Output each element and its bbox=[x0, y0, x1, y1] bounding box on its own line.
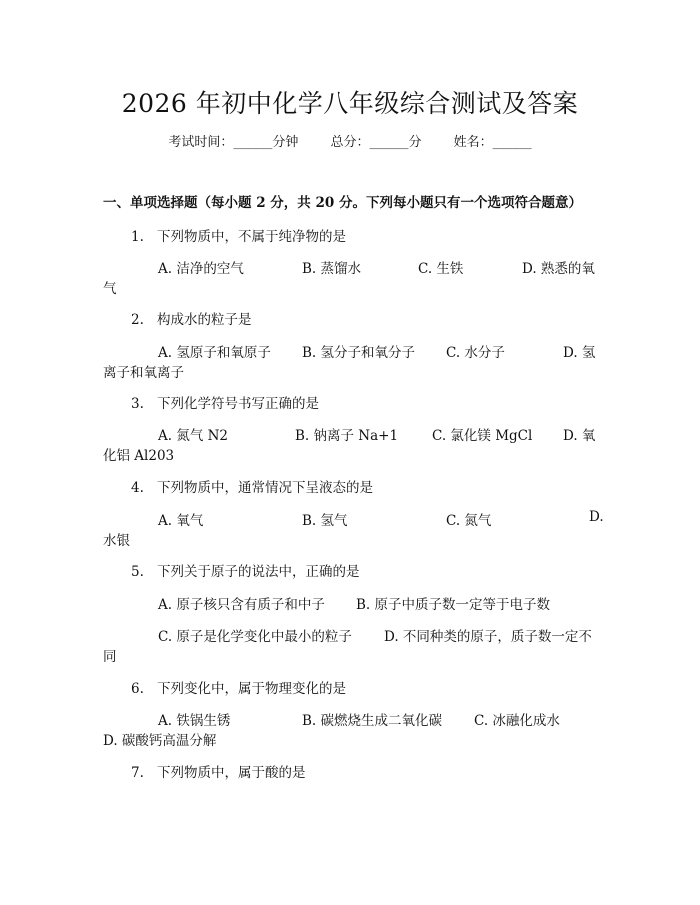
option-d-wrap: 气 bbox=[103, 281, 117, 297]
question-6 bbox=[131, 677, 346, 697]
question-1 bbox=[131, 225, 346, 245]
question-text: 下列关于原子的说法中，正确的是 bbox=[157, 564, 360, 580]
question-number: 3. bbox=[131, 396, 144, 412]
option-a: A. 氧气 bbox=[158, 513, 204, 529]
option-c: C. 生铁 bbox=[418, 261, 464, 277]
option-c: C. 氮气 bbox=[446, 513, 492, 529]
section-heading-single-choice: 一、单项选择题（每小题 2 分，共 20 分。下列每小题只有一个选项符合题意） bbox=[103, 195, 582, 211]
option-d: D. bbox=[589, 509, 604, 525]
option-d-wrap: 化铝 Al203 bbox=[103, 448, 175, 464]
total-score-field: 总分：______分 bbox=[330, 135, 422, 150]
option-a: A. 铁锅生锈 bbox=[158, 713, 231, 729]
option-c: C. 水分子 bbox=[446, 345, 505, 361]
question-number: 5. bbox=[131, 564, 144, 580]
option-c: C. 氯化镁 MgCl bbox=[432, 428, 533, 444]
option-d: D. 不同种类的原子，质子数一定不 bbox=[384, 629, 592, 645]
question-number: 4. bbox=[131, 480, 144, 496]
question-number: 1. bbox=[131, 229, 144, 245]
option-d-wrap: 同 bbox=[103, 649, 117, 665]
option-b: B. 氢分子和氧分子 bbox=[302, 345, 416, 361]
question-number: 2. bbox=[131, 312, 144, 328]
question-7 bbox=[131, 761, 306, 781]
question-4 bbox=[131, 476, 373, 496]
option-a: A. 氢原子和氧原子 bbox=[158, 345, 271, 361]
question-text: 下列物质中，不属于纯净物的是 bbox=[157, 229, 346, 245]
question-text: 下列物质中，通常情况下呈液态的是 bbox=[157, 480, 373, 496]
question-3 bbox=[131, 392, 319, 412]
question-5 bbox=[131, 560, 360, 580]
option-b: B. 原子中质子数一定等于电子数 bbox=[356, 597, 551, 613]
option-a: A. 原子核只含有质子和中子 bbox=[158, 597, 325, 613]
option-b: B. 碳燃烧生成二氧化碳 bbox=[302, 713, 443, 729]
option-b: B. 氢气 bbox=[302, 513, 348, 529]
question-number: 7. bbox=[131, 765, 144, 781]
option-d-wrap: 离子和氧离子 bbox=[103, 365, 184, 381]
question-text: 下列变化中，属于物理变化的是 bbox=[157, 681, 346, 697]
option-b: B. 蒸馏水 bbox=[302, 261, 362, 277]
option-d: D. 氧 bbox=[563, 428, 596, 444]
question-text: 构成水的粒子是 bbox=[157, 312, 252, 328]
exam-info-line bbox=[0, 131, 700, 150]
option-b: B. 钠离子 Na+1 bbox=[295, 428, 399, 444]
question-text: 下列物质中，属于酸的是 bbox=[157, 765, 306, 781]
page-title: 2026 年初中化学八年级综合测试及答案 bbox=[121, 89, 579, 118]
option-a: A. 洁净的空气 bbox=[158, 261, 244, 277]
option-d-wrap: 水银 bbox=[103, 533, 130, 549]
option-c: C. 冰融化成水 bbox=[474, 713, 560, 729]
question-text: 下列化学符号书写正确的是 bbox=[157, 396, 319, 412]
option-d: D. 氢 bbox=[563, 345, 596, 361]
student-name-field: 姓名：______ bbox=[453, 135, 532, 150]
option-d: D. 熟悉的氧 bbox=[522, 261, 595, 277]
option-d: D. 碳酸钙高温分解 bbox=[103, 733, 217, 749]
question-2 bbox=[131, 308, 252, 328]
question-number: 6. bbox=[131, 681, 144, 697]
exam-time-field: 考试时间：______分钟 bbox=[168, 135, 299, 150]
option-a: A. 氮气 N2 bbox=[158, 428, 229, 444]
option-c: C. 原子是化学变化中最小的粒子 bbox=[158, 629, 352, 645]
